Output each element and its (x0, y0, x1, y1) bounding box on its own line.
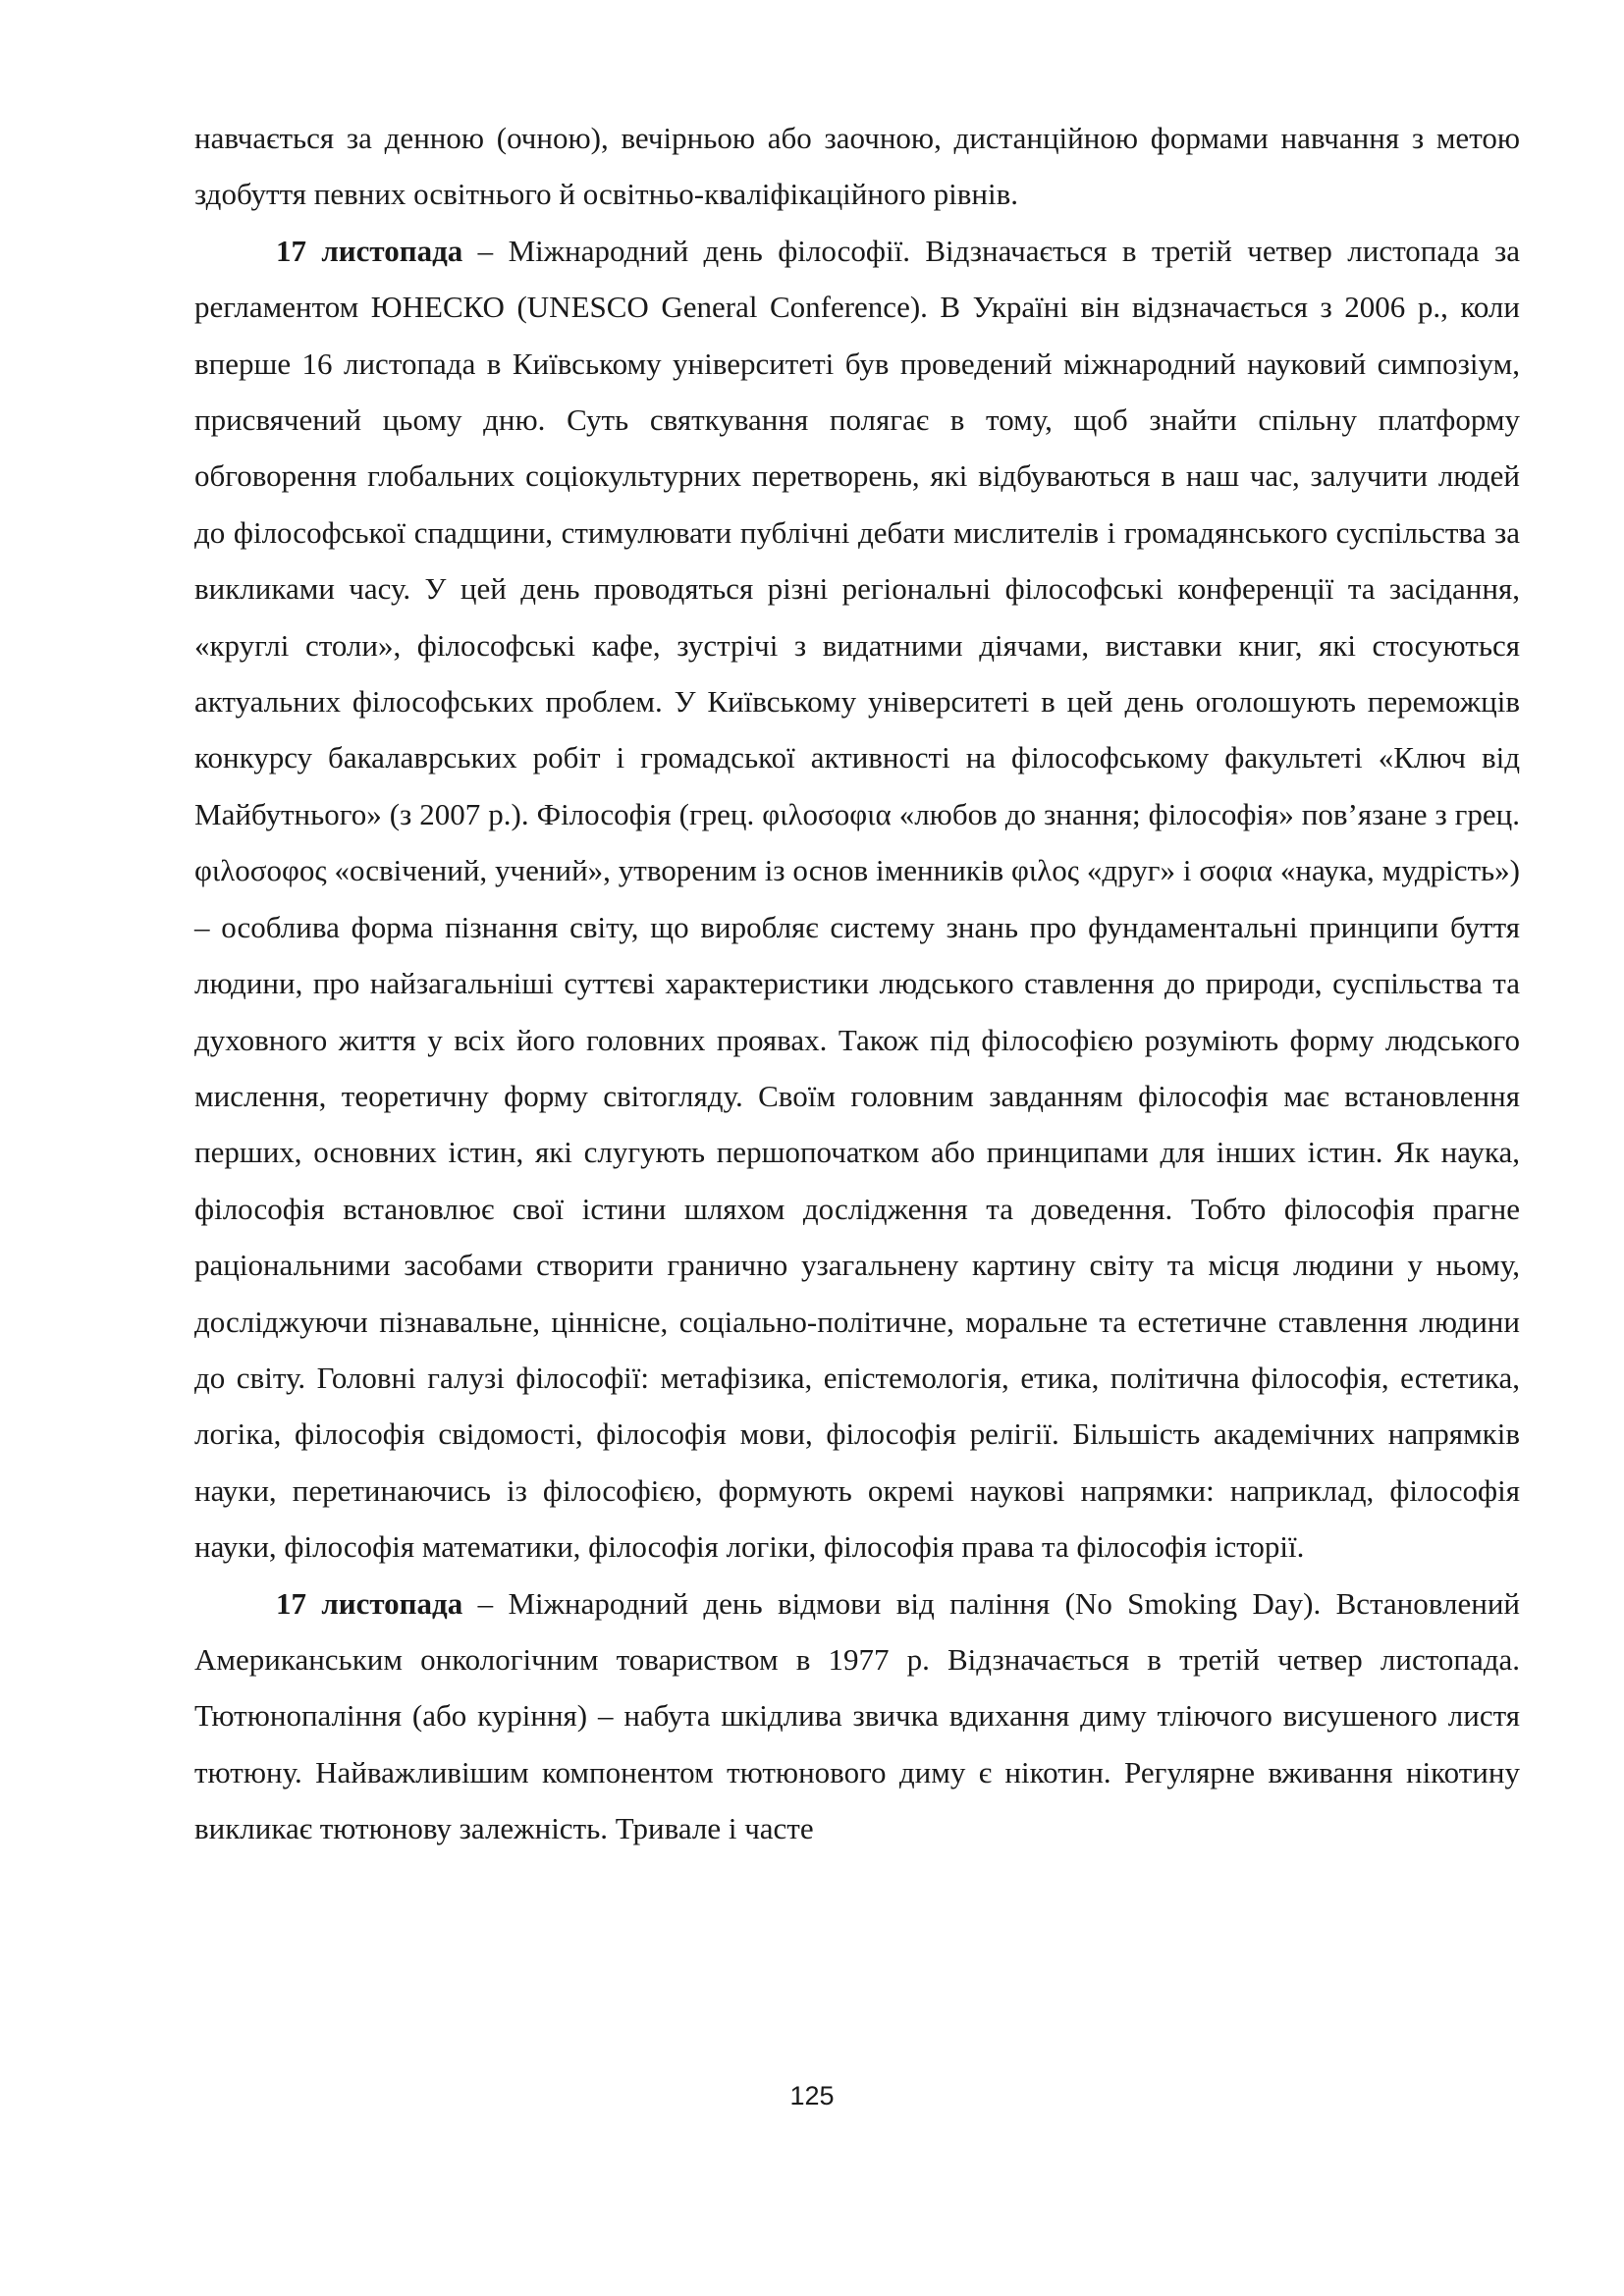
paragraph-text: навчається за денною (очною), вечірньою або заочною, дистанційною формами навчання з метою здобуття певних освітнього й освітньо-кваліфікаційного рівнів. (194, 121, 1520, 212)
paragraph-date: 17 листопада (276, 1585, 463, 1621)
paragraph-date: 17 листопада (276, 233, 463, 268)
paragraph-text: – Міжнародний день філософії. Відзначається в третій четвер листопада за регламентом ЮНЕСКО (UNESCO General Conference). В Україні він відзначається з 2006 р., коли вперше 16 листопада в Київському університеті був проведений міжнародний науковий симпозіум, присвячений цьому дню. Суть святкування полягає в тому, щоб знайти спільну платформу обговорення глобальних соціокультурних перетворень, які відбуваються в наш час, залучити людей до філософської спадщини, стимулювати публічні дебати мислителів і громадянського суспільства за викликами часу. У цей день проводяться різні регіональні філософські конференції та засідання, «круглі столи», філософські кафе, зустрічі з видатними діячами, виставки книг, які стосуються актуальних філософських проблем. У Київському університеті в цей день оголошують переможців конкурсу бакалаврських робіт і громадської активності на філософському факультеті «Ключ від Майбутнього» (з 2007 р.). Філософія (грец. φιλοσοφια «любов до знання; філософія» пов’язане з грец. φιλοσοφος «освічений, учений», утвореним із основ іменників φιλος «друг» і σοφια «наука, мудрість») – особлива форма пізнання світу, що виробляє систему знань про фундаментальні принципи буття людини, про найзагальніші суттєві характеристики людського ставлення до природи, суспільства та духовного життя у всіх його головних проявах. Також під філософією розуміють форму людського мислення, теоретичну форму світогляду. Своїм головним завданням філософія має встановлення перших, основних істин, які слугують першопочатком або принципами для інших істин. Як наука, філософія встановлює свої істини шляхом дослідження та доведення. Тобто філософія прагне раціональними засобами створити гранично узагальнену картину світу та місця людини у ньому, досліджуючи пізнавальне, ціннісне, соціально-політичне, моральне та естетичне ставлення людини до світу. Головні галузі філософії: метафізика, епістемологія, етика, політична філософія, естетика, логіка, філософія свідомості, філософія мови, філософія релігії. Більшість академічних напрямків науки, перетинаючись із філософією, формують окремі наукові напрямки: наприклад, філософія науки, філософія математики, філософія логіки, філософія права та філософія історії. (194, 233, 1521, 1565)
paragraph-text: – Міжнародний день відмови від паління (No Smoking Day). Встановлений Американським онкологічним товариством в 1977 р. Відзначається в третій четвер листопада. Тютюнопаління (або куріння) – набута шкідлива звичка вдихання диму тліючого висушеного листя тютюну. Найважливішим компонентом тютюнового диму є нікотин. Регулярне вживання нікотину викликає тютюнову залежність. Тривале і часте (194, 1585, 1521, 1846)
paragraph-continuation (194, 110, 1520, 223)
page-number: 125 (789, 2081, 835, 2110)
page-body (194, 110, 1520, 1857)
paragraph-no-smoking-day (194, 1575, 1520, 1857)
paragraph-philosophy-day (194, 223, 1520, 1575)
